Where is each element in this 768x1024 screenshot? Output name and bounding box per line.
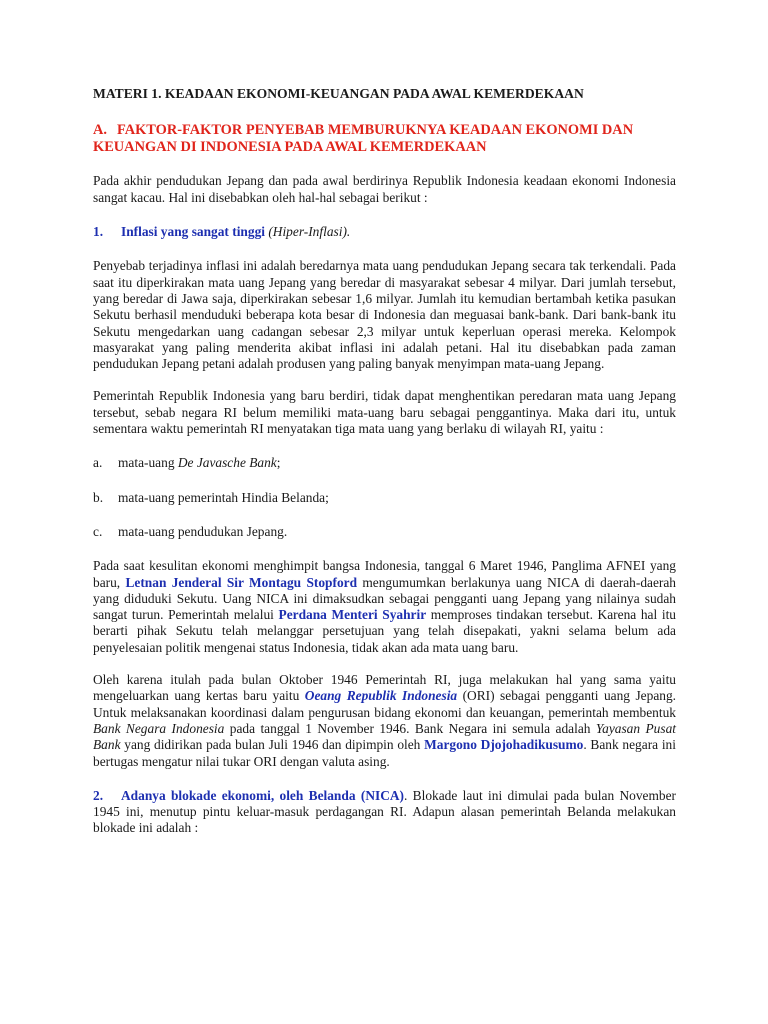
section-a-heading [93, 122, 676, 155]
list-item-letter: a. [93, 455, 103, 471]
point-2-paragraph [93, 788, 676, 837]
ori-paragraph [93, 672, 676, 770]
intro-paragraph: Pada akhir pendudukan Jepang dan pada awal berdirinya Republik Indonesia keadaan ekonomi Indonesia sangat kacau. Hal ini disebabkan oleh hal-hal sebagai berikut : [93, 173, 676, 205]
ori-text-5: . Bank negara ini bertugas mengatur nilai tukar ORI dengan valuta asing. [93, 737, 676, 769]
link-perdana-menteri-syahrir[interactable]: Perdana Menteri Syahrir [278, 607, 427, 623]
point-2-number: 2. [93, 787, 104, 803]
ori-text-1: Oleh karena itulah pada bulan Oktober 1946 Pemerintah RI, juga melakukan hal yang sama yaitu mengeluarkan uang kertas baru yaitu [93, 672, 676, 704]
link-montagu-stopford[interactable]: Letnan Jenderal Sir Montagu Stopford [125, 574, 358, 590]
point-1-number: 1. [93, 224, 104, 240]
nica-text-1: Pada saat kesulitan ekonomi menghimpit bangsa Indonesia, tanggal 6 Maret 1946, Panglima AFNEI yang baru, [93, 558, 676, 590]
ori-yayasan-pusat-bank: Yayasan Pusat Bank [93, 720, 676, 753]
point-2-text: . Blokade laut ini dimulai pada bulan November 1945 ini, menutup pintu keluar-masuk perdagangan RI. Adapun alasan pemerintah Belanda melakukan blokade ini adalah : [93, 787, 676, 836]
section-a-letter: A. [93, 122, 107, 139]
list-item-letter: c. [93, 523, 103, 539]
link-margono-djojohadikusumo[interactable]: Margono Djojohadikusumo [424, 737, 584, 753]
ori-text-4: yang didirikan pada bulan Juli 1946 dan dipimpin oleh [120, 737, 425, 753]
point-1-suffix: (Hiper-Inflasi). [264, 224, 351, 240]
list-item [93, 455, 676, 471]
document-title: MATERI 1. KEADAAN EKONOMI-KEUANGAN PADA AWAL KEMERDEKAAN [93, 86, 584, 101]
list-item-text: mata-uang [118, 455, 178, 471]
section-a-text: FAKTOR-FAKTOR PENYEBAB MEMBURUKNYA KEADAAN EKONOMI DAN KEUANGAN DI INDONESIA PADA AWAL KEMERDEKAAN [93, 122, 634, 155]
nica-text-2: mengumumkan berlakunya uang NICA di daerah-daerah yang diduduki Sekutu. Uang NICA ini dimaksudkan sebagai pengganti uang Jepang yang nilainya sudah sangat turun. Pemerintah melalui [93, 574, 676, 623]
list-item-text: mata-uang pendudukan Jepang. [118, 523, 288, 539]
point-2-label: Adanya blokade ekonomi, oleh Belanda (NICA) [121, 787, 404, 803]
inflation-paragraph: Penyebab terjadinya inflasi ini adalah beredarnya mata uang pendudukan Jepang secara tak terkendali. Pada saat itu diperkirakan mata uang Jepang yang beredar di masyarakat sebesar 4 milyar. Dari jumlah tersebut, yang beredar di Jawa saja, diperkirakan sebesar 1,6 milyar. Jumlah itu kemudian bertambah ketika pasukan Sekutu berhasil menduduki beberapa kota besar di Indonesia dan meguasai bank-bank. Dari bank-bank itu Sekutu mengedarkan uang cadangan sebesar 2,3 milyar untuk keperluan operasi mereka. Kelompok masyarakat yang paling menderita akibat inflasi ini adalah petani. Hal itu disebabkan pada zaman pendudukan Jepang petani adalah produsen yang paling banyak menyimpan mata-uang Jepang. [93, 258, 676, 372]
ori-text-2: (ORI) sebagai pengganti uang Jepang. Untuk melaksanakan koordinasi dalam pengurusan bidang ekonomi dan keuangan, pemerintah membentuk [93, 688, 676, 720]
point-1-heading [93, 224, 676, 240]
document-body [93, 86, 676, 837]
ori-bank-negara-indonesia: Bank Negara Indonesia [93, 720, 225, 736]
list-item-post: ; [276, 455, 281, 471]
list-item-text: mata-uang pemerintah Hindia Belanda; [118, 489, 329, 505]
ori-text-3: pada tanggal 1 November 1946. Bank Negara ini semula adalah [224, 720, 596, 736]
list-item [93, 490, 676, 506]
point-1-label: Inflasi yang sangat tinggi [121, 224, 265, 240]
list-item-letter: b. [93, 489, 104, 505]
list-item [93, 524, 676, 540]
currency-paragraph: Pemerintah Republik Indonesia yang baru berdiri, tidak dapat menghentikan peredaran mata uang Jepang tersebut, sebab negara RI belum memiliki mata-uang baru sebagai penggantinya. Maka dari itu, untuk sementara waktu pemerintah RI menyatakan tiga mata uang yang berlaku di wilayah RI, yaitu : [93, 388, 676, 437]
nica-text-3: memproses tindakan tersebut. Karena hal itu berarti pihak Sekutu telah melanggar persetujuan yang telah disepakati, yakni selama belum ada penyelesaian politik mengenai status Indonesia, tidak akan ada mata uang baru. [93, 607, 676, 655]
link-oeang-republik-indonesia[interactable]: Oeang Republik Indonesia [304, 688, 458, 704]
nica-paragraph [93, 558, 676, 656]
list-item-italic: De Javasche Bank [177, 455, 277, 471]
